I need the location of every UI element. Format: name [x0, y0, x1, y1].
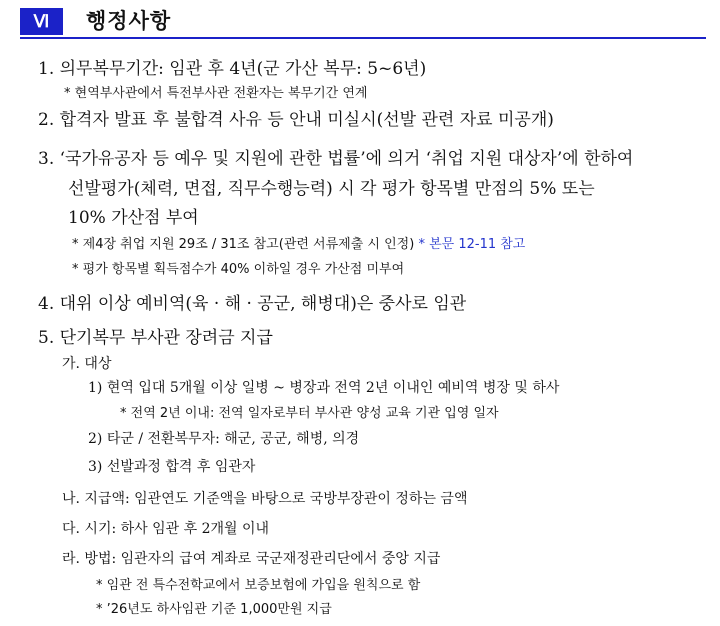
- item-1: 1. 의무복무기간: 임관 후 4년(군 가산 복무: 5~6년): [38, 59, 427, 79]
- item-2: 2. 합격자 발표 후 불합격 사유 등 안내 미실시(선발 관련 자료 미공개): [38, 110, 554, 130]
- item-5-ra: 라. 방법: 임관자의 급여 계좌로 국군재정관리단에서 중앙 지급: [62, 551, 441, 567]
- item-5-ra-note-2: * ’26년도 하사임관 기준 1,000만원 지급: [96, 602, 332, 617]
- item-3-line-2: 선발평가(체력, 면접, 직무수행능력) 시 각 평가 항목별 만점의 5% 또는: [68, 179, 595, 199]
- item-5-ra-note-1: * 임관 전 특수전학교에서 보증보험에 가입을 원칙으로 함: [96, 578, 421, 593]
- section-number-badge: Ⅵ: [20, 8, 63, 35]
- item-3-note-1-reference: * 본문 12-11 참고: [418, 237, 526, 252]
- item-3-note-1-text: * 제4장 취업 지원 29조 / 31조 참고(관련 서류제출 시 인정): [72, 237, 415, 252]
- item-5-ga-2: 2) 타군 / 전환복무자: 해군, 공군, 해병, 의경: [88, 431, 360, 447]
- item-3-note-2: * 평가 항목별 획득점수가 40% 이하일 경우 가산점 미부여: [72, 262, 405, 277]
- item-5-ga-3: 3) 선발과정 합격 후 임관자: [88, 459, 256, 475]
- item-3-line-1: 3. ‘국가유공자 등 예우 및 지원에 관한 법률’에 의거 ‘취업 지원 대상자’에 한하여: [38, 149, 634, 169]
- item-5-ga-1-note: * 전역 2년 이내: 전역 일자로부터 부사관 양성 교육 기관 입영 일자: [120, 406, 499, 421]
- item-4: 4. 대위 이상 예비역(육 · 해 · 공군, 해병대)은 중사로 임관: [38, 294, 467, 314]
- item-3-note-1: [72, 233, 525, 252]
- title-underline: [20, 37, 706, 39]
- section-title: 행정사항: [86, 9, 172, 33]
- item-3-line-3: 10% 가산점 부여: [68, 208, 199, 228]
- item-5: 5. 단기복무 부사관 장려금 지급: [38, 328, 273, 348]
- item-5-ga: 가. 대상: [62, 356, 112, 372]
- item-5-na: 나. 지급액: 임관연도 기준액을 바탕으로 국방부장관이 정하는 금액: [62, 491, 468, 507]
- item-1-note: * 현역부사관에서 특전부사관 전환자는 복무기간 연계: [64, 86, 368, 101]
- item-5-da: 다. 시기: 하사 임관 후 2개월 이내: [62, 521, 270, 537]
- item-5-ga-1: 1) 현역 입대 5개월 이상 일병 ~ 병장과 전역 2년 이내인 예비역 병장 및 하사: [88, 380, 560, 396]
